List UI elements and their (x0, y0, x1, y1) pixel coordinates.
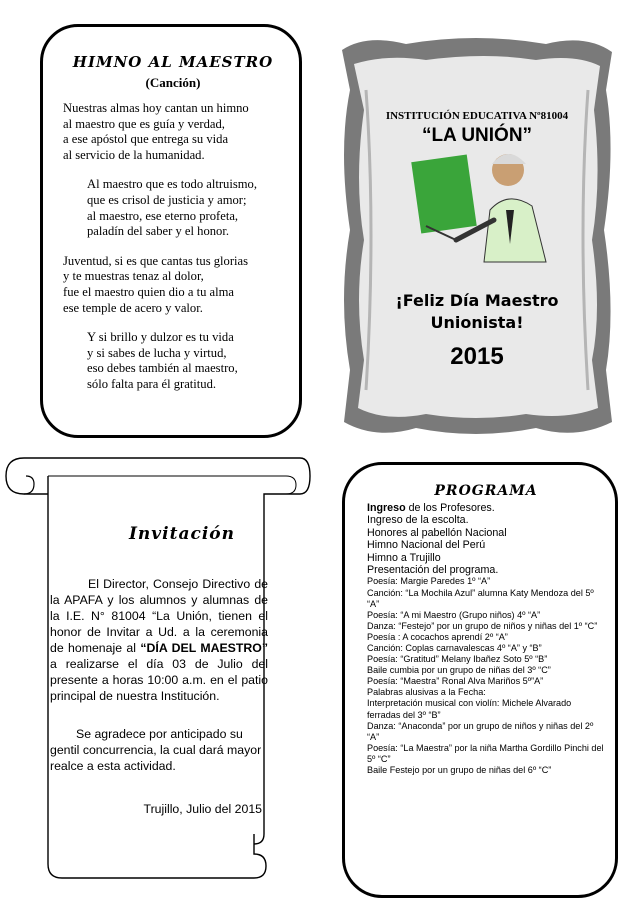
program-item (367, 721, 605, 743)
program-item-text: de los Profesores. (405, 502, 495, 514)
program-item (367, 588, 605, 610)
program-item-text: Poesía: “Gratitud” Melany Ibañez Soto 5º “B” (367, 654, 548, 665)
program-item (367, 621, 605, 632)
program-item-lead: Ingreso (367, 502, 406, 514)
scroll-frame-illustration (336, 30, 618, 442)
invitation-title: Invitación (128, 524, 236, 544)
institution-name: INSTITUCIÓN EDUCATIVA Nº81004 (385, 110, 569, 122)
program-item (367, 552, 605, 564)
program-item-text: Poesía: Margie Paredes 1º “A” (367, 576, 491, 587)
invitation-date: Trujillo, Julio del 2015 (143, 802, 262, 816)
program-item-text: Canción: Coplas carnavalescas 4º “A” y “B” (367, 643, 542, 653)
hymn-stanza-3: Juventud, si es que cantas tus glorias y te muestras tenaz al dolor, fue el maestro quien dio a tu alma ese temple de acero y valor. (63, 253, 249, 315)
school-name: “LA UNIÓN” (421, 125, 533, 146)
program-title: PROGRAMA (434, 483, 538, 499)
program-item-text: Ingreso de la escolta. (367, 514, 469, 527)
program-item (367, 514, 605, 526)
program-item (367, 743, 605, 765)
program-item-text: Poesía: “La Maestra” por la niña Martha Gordillo Pinchi del 5º “C” (367, 742, 604, 764)
program-panel (342, 462, 618, 898)
hymn-title: HIMNO AL MAESTRO (72, 53, 274, 71)
program-item (367, 765, 605, 776)
greeting-heading: ¡Feliz Día Maestro Unionista! (395, 291, 559, 332)
program-item (367, 610, 605, 621)
program-item-text: Presentación del programa. (367, 564, 499, 577)
program-item (367, 527, 605, 539)
program-item (367, 502, 605, 514)
program-item (367, 643, 605, 654)
invitation-scroll (4, 454, 312, 900)
program-list (367, 502, 605, 776)
program-item-text: Danza: “Festejo” por un grupo de niños y niñas del 1º “C” (367, 620, 598, 631)
program-item (367, 632, 605, 643)
hymn-stanza-1: Nuestras almas hoy cantan un himno al maestro que es guía y verdad, a ese apóstol que entrega su vida al servicio de la humanidad. (63, 101, 249, 162)
program-item-text: Himno a Trujillo (367, 551, 441, 564)
program-item (367, 654, 605, 665)
invitation-thanks: Se agradece por anticipado su gentil concurrencia, la cual dará mayor realce a esta actividad. (50, 727, 262, 773)
program-item (367, 687, 605, 698)
program-item (367, 564, 605, 576)
year: 2015 (450, 343, 504, 370)
invitation-body (50, 576, 268, 704)
program-item-text: Interpretación musical con violín: Michele Alvarado ferradas del 3º “B” (367, 698, 572, 720)
hymn-stanza-2: Al maestro que es todo altruismo, que es crisol de justicia y amor; al maestro, ese eterno profeta, paladín del saber y el honor. (87, 177, 257, 239)
program-item-text: Honores al pabellón Nacional (367, 526, 507, 539)
program-item-text: Poesía: “A mi Maestro (Grupo niños) 4º “A” (367, 609, 541, 620)
program-item (367, 665, 605, 676)
hymn-subtitle: (Canción) (145, 75, 201, 90)
program-item (367, 676, 605, 687)
hymn-panel (40, 24, 302, 438)
program-item-text: Baile Festejo por un grupo de niñas del 6º “C” (367, 765, 552, 776)
program-item-text: Himno Nacional del Perú (367, 539, 486, 552)
program-item (367, 576, 605, 587)
program-item-text: Danza: “Anaconda” por un grupo de niños y niñas del 2º “A” (367, 720, 594, 742)
program-item-text: Poesía: “Maestra” Ronal Alva Mariños 5º”A” (367, 676, 544, 687)
program-item (367, 698, 605, 720)
invitation-event-name: “DÍA DEL MAESTRO” (140, 641, 268, 655)
program-item (367, 539, 605, 551)
program-item-text: Baile cumbia por un grupo de niñas del 3º “C” (367, 665, 551, 676)
cover-scroll (336, 30, 618, 442)
invitation-details: a realizarse el día 03 de Julio del presente a horas 10:00 a.m. en el patio principal de nuestra Institución. (50, 657, 268, 703)
hymn-stanza-4: Y si brillo y dulzor es tu vida y si sabes de lucha y virtud, eso debes también al maestro, sólo falta para él gratitud. (87, 330, 238, 391)
invitation-intro: El Director, Consejo Directivo de la APAFA y los alumnos y alumnas de la I.E. N° 81004 “La Unión, tienen el honor de Invitar a Ud. a la ceremonia de homenaje al (50, 577, 268, 655)
program-item-text: Poesía : A cocachos aprendí 2º “A” (367, 631, 508, 642)
program-item-text: Canción: “La Mochila Azul” alumna Katy Mendoza del 5º “A” (367, 587, 594, 609)
program-item-text: Palabras alusivas a la Fecha: (367, 687, 486, 698)
